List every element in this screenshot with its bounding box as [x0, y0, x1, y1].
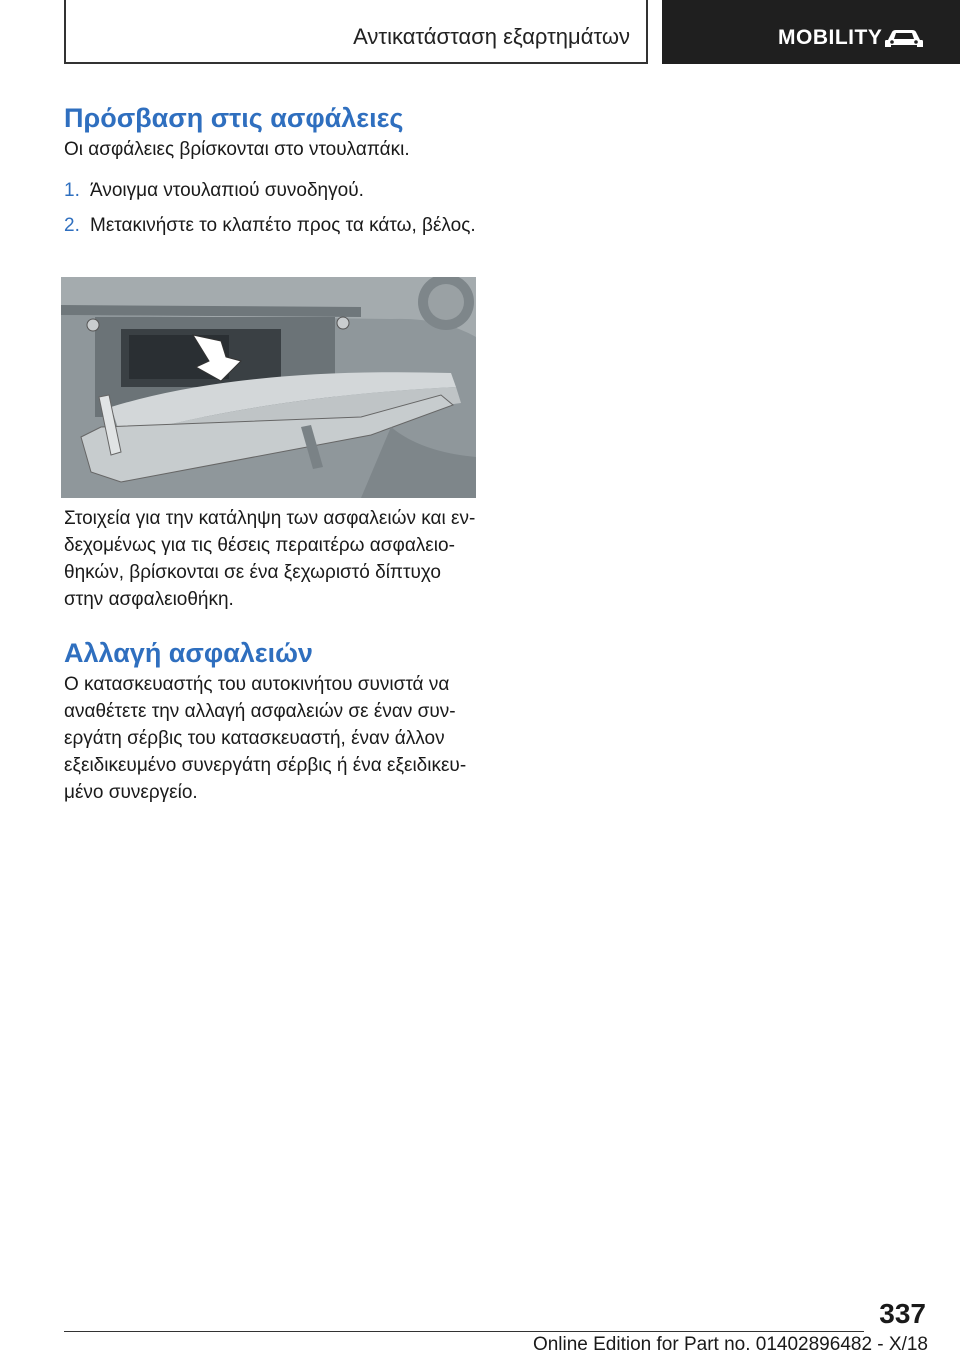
edition-text: Online Edition for Part no. 01402896482 - X/18 [532, 1334, 928, 1355]
step-number: 2. [64, 215, 80, 236]
list-item [64, 212, 484, 239]
fuse-info-paragraph: Στοιχεία για την κατάληψη των ασφαλειών και ενδεχομένως για τις θέσεις περαιτέρω ασφαλειοθηκών, βρίσκονται σε ένα ξεχωριστό δίπτυχο στην ασφαλειοθήκη. [64, 508, 476, 610]
brand-tab [662, 0, 960, 64]
list-item [64, 177, 484, 204]
section-heading-fuse-access: Πρόσβαση στις ασφάλειες [64, 103, 404, 133]
step-number: 1. [64, 180, 80, 201]
chapter-tab [64, 0, 648, 64]
glovebox-illustration [61, 277, 476, 498]
page-header [64, 0, 960, 64]
chapter-title: Αντικατάσταση εξαρτημάτων [353, 24, 630, 49]
step-text: Άνοιγμα ντουλαπιού συνοδηγού. [90, 180, 364, 201]
footer-divider [64, 1331, 864, 1332]
steps-list [64, 177, 484, 239]
step-text: Μετακινήστε το κλαπέτο προς τα κάτω, βέλος. [90, 215, 476, 236]
intro-paragraph: Οι ασφάλειες βρίσκονται στο ντουλαπάκι. [64, 139, 410, 160]
brand-label: MOBILITY [778, 26, 883, 49]
car-icon [884, 26, 924, 50]
replacement-paragraph: Ο κατασκευαστής του αυτοκινήτου συνιστά να αναθέτετε την αλλαγή ασφαλειών σε έναν συνεργάτη σέρβις του κατασκευαστή, έναν άλλον εξειδικευμένο συνεργάτη σέρβις ή ένα εξειδικευμένο συνεργείο. [64, 674, 467, 803]
section-heading-fuse-replacement: Αλλαγή ασφαλειών [64, 638, 313, 668]
page-number: 337 [879, 1298, 926, 1329]
